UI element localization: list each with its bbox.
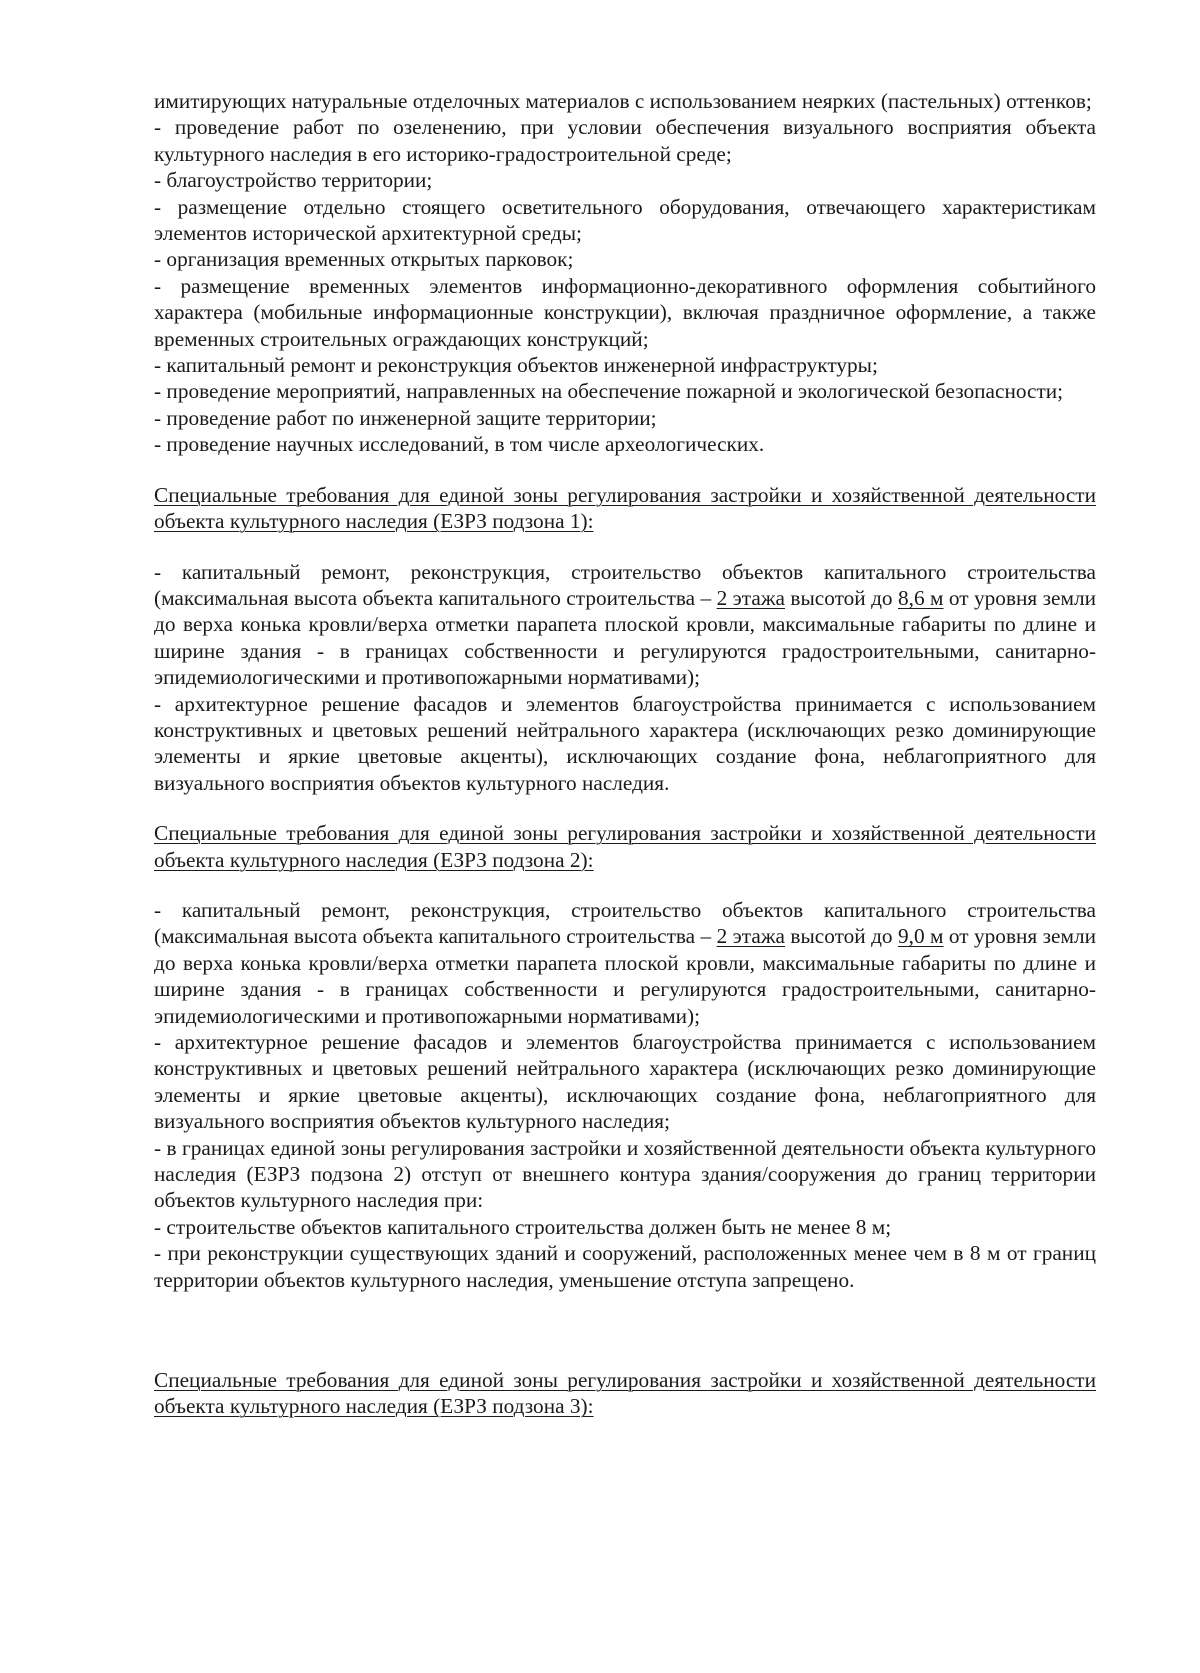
zone2-height-rule	[154, 897, 1096, 1029]
list-item: - размещение отдельно стоящего осветительного оборудования, отвечающего характеристикам элементов исторической архитектурной среды;	[154, 194, 1096, 246]
list-item: - проведение мероприятий, направленных на обеспечение пожарной и экологической безопасности;	[154, 379, 1064, 404]
zone2-max-height: 9,0 м	[897, 924, 944, 949]
list-item: - проведение научных исследований, в том числе археологических.	[154, 432, 765, 457]
zone1-height-rule	[154, 559, 1096, 691]
zone2-setback-new: - строительстве объектов капитального строительства должен быть не менее 8 м;	[154, 1214, 892, 1239]
zone1-facade-rule: - архитектурное решение фасадов и элементов благоустройства принимается с использованием конструктивных и цветовых решений нейтрального характера (исключающих резко доминирующие элементы и яркие цветовые акценты), исключающих создание фона, неблагоприятного для визуального восприятия объектов культурного наследия.	[154, 691, 1096, 795]
zone2-heading: Специальные требования для единой зоны регулирования застройки и хозяйственной деятельности объекта культурного наследия (ЕЗРЗ подзона 2):	[154, 821, 1096, 872]
list-item: - проведение работ по озеленению, при условии обеспечения визуального восприятия объекта культурного наследия в его историко-градостроительной среде;	[154, 115, 1096, 166]
permitted-activities-list	[154, 88, 1096, 458]
zone2-rule-text-a: - капитальный ремонт, реконструкция, строительство объектов капитального строительства (максимальная высота объекта капитального строительства –	[154, 897, 1096, 949]
zone1-rule-text-a: - капитальный ремонт, реконструкция, строительство объектов капитального строительства (максимальная высота объекта капитального строительства –	[154, 559, 1096, 610]
zone1-rule-text-b: высотой до	[784, 585, 898, 610]
list-item: - размещение временных элементов информационно-декоративного оформления событийного характера (мобильные информационные конструкции), включая праздничное оформление, а также временных строительных ограждающих конструкций;	[154, 273, 1096, 351]
zone2-setback-rule: - в границах единой зоны регулирования застройки и хозяйственной деятельности объекта культурного наследия (ЕЗРЗ подзона 2) отступ от внешнего контура здания/сооружения до границ территории объектов культурного наследия при:	[154, 1135, 1096, 1213]
list-item: - капитальный ремонт и реконструкция объектов инженерной инфраструктуры;	[154, 353, 878, 378]
list-item: - проведение работ по инженерной защите территории;	[154, 405, 657, 430]
list-item: имитирующих натуральные отделочных материалов с использованием неярких (пастельных) оттенков;	[154, 89, 1092, 113]
zone3-section	[154, 1367, 1096, 1420]
zone1-max-height: 8,6 м	[897, 585, 944, 610]
zone1-section	[154, 482, 1096, 796]
zone1-max-floors: 2 этажа	[716, 585, 785, 610]
zone2-rule-text-c: от уровня земли до верха конька кровли/верха отметки парапета плоской кровли, максимальные габариты по длине и ширине здания - в границах собственности и регулируются градостроительными, санитарно-эпидемиологическими и противопожарными нормативами);	[154, 924, 1096, 1028]
zone2-setback-reconstruction: - при реконструкции существующих зданий и сооружений, расположенных менее чем в 8 м от границ территории объектов культурного наследия, уменьшение отступа запрещено.	[154, 1241, 1096, 1292]
zone3-heading: Специальные требования для единой зоны регулирования застройки и хозяйственной деятельности объекта культурного наследия (ЕЗРЗ подзона 3):	[154, 1368, 1096, 1419]
zone2-section	[154, 820, 1096, 1293]
list-item: - организация временных открытых парковок;	[154, 247, 574, 272]
zone2-rule-text-b: высотой до	[784, 924, 898, 949]
zone2-facade-rule: - архитектурное решение фасадов и элементов благоустройства принимается с использованием конструктивных и цветовых решений нейтрального характера (исключающих резко доминирующие элементы и яркие цветовые акценты), исключающих создание фона, неблагоприятного для визуального восприятия объектов культурного наследия;	[154, 1030, 1096, 1134]
document-page	[154, 88, 1096, 1420]
zone2-max-floors: 2 этажа	[716, 924, 785, 949]
list-item: - благоустройство территории;	[154, 168, 433, 193]
zone1-rule-text-c: от уровня земли до верха конька кровли/верха отметки парапета плоской кровли, максимальные габариты по длине и ширине здания - в границах собственности и регулируются градостроительными, санитарно-эпидемиологическими и противопожарными нормативами);	[154, 585, 1096, 690]
zone1-heading: Специальные требования для единой зоны регулирования застройки и хозяйственной деятельности объекта культурного наследия (ЕЗРЗ подзона 1):	[154, 482, 1096, 534]
